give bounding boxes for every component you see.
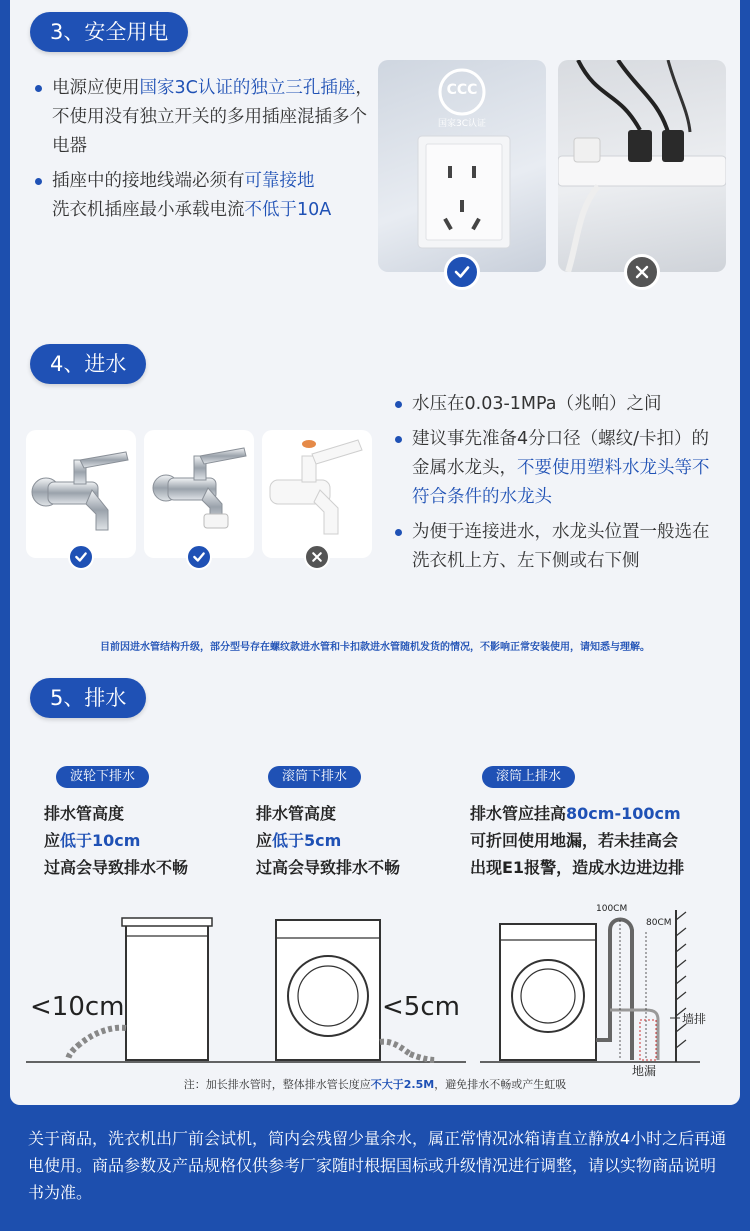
tag-front-load-high-drain: 滚筒上排水 [482, 766, 575, 788]
extension-hose-note: 注：加长排水管时，整体排水管长度应不大于2.5M，避免排水不畅或产生虹吸 [183, 1078, 567, 1091]
top-load-drain-text: 排水管高度 应低于10cm 过高会导致排水不畅 [44, 804, 189, 877]
section-3-bullets [34, 74, 379, 231]
bullet-water-pressure: 水压在0.03-1MPa（兆帕）之间 [394, 390, 724, 419]
cross-icon [304, 544, 330, 570]
tag-front-load-low-drain: 滚筒下排水 [268, 766, 361, 788]
cross-icon [624, 254, 660, 290]
metal-faucet-clip-illustration [144, 430, 254, 558]
power-strip-photo [558, 60, 726, 272]
check-icon [68, 544, 94, 570]
front-load-low-drain-text: 排水管高度 应低于5cm 过高会导致排水不畅 [256, 804, 401, 877]
plastic-faucet-illustration [262, 430, 372, 558]
section-3-title: 3、安全用电 [30, 12, 188, 52]
content-panel [10, 0, 740, 1105]
front-load-low-drain-drawing [276, 920, 436, 1060]
height-80cm-label: 80CM [646, 918, 672, 928]
certified-socket-photo [378, 60, 546, 272]
power-strip-illustration [558, 60, 726, 272]
bullet-faucet-position: 为便于连接进水，水龙头位置一般选在洗衣机上方、左下侧或右下侧 [394, 518, 724, 576]
top-load-washer-drawing [68, 918, 212, 1060]
plastic-faucet-photo [262, 430, 372, 558]
section-5-title: 5、排水 [30, 678, 146, 718]
check-icon [186, 544, 212, 570]
height-100cm-label: 100CM [596, 904, 628, 914]
floor-drain-label: 地漏 [632, 1064, 657, 1078]
front-load-height-label: <5cm [382, 992, 460, 1022]
wall-drain-label: 墙排 [682, 1012, 707, 1026]
ccc-mark: CCC [446, 82, 478, 98]
bullet-faucet-type: 建议事先准备4分口径（螺纹/卡扣）的金属水龙头，不要使用塑料水龙头等不符合条件的水龙头 [394, 425, 724, 512]
metal-faucet-photo-1 [26, 430, 136, 558]
cert-label: 国家3C认证 [437, 119, 486, 129]
front-load-high-drain-text: 排水管应挂高80cm-100cm 可折回使用地漏，若未挂高会 出现E1报警，造成水边进边排 [470, 804, 685, 877]
tag-top-load-low-drain: 波轮下排水 [56, 766, 149, 788]
footer-disclaimer: 关于商品，洗衣机出厂前会试机，筒内会残留少量余水，属正常情况冰箱请直立静放4小时之后再通电使用。商品参数及产品规格仅供参考厂家随时根据国标或升级情况进行调整，请以实物商品说明书为准。 [28, 1129, 727, 1202]
drainage-diagrams [10, 900, 740, 1075]
check-icon [444, 254, 480, 290]
bullet-outlet-requirement: 电源应使用国家3C认证的独立三孔插座，不使用没有独立开关的多用插座混插多个电器 [34, 74, 379, 161]
front-load-high-drain-drawing [500, 910, 686, 1062]
section-4-bullets [394, 390, 724, 582]
section-4-title: 4、进水 [30, 344, 146, 384]
metal-faucet-photo-2 [144, 430, 254, 558]
inlet-pipe-notice: 目前因进水管结构升级，部分型号存在螺纹款进水管和卡扣款进水管随机发货的情况，不影响正常安装使用，请知悉与理解。 [100, 642, 650, 653]
top-load-height-label: <10cm [30, 992, 125, 1022]
metal-faucet-illustration [26, 430, 136, 558]
bullet-grounding: 插座中的接地线端必须有可靠接地 洗衣机插座最小承载电流不低于10A [34, 167, 379, 225]
